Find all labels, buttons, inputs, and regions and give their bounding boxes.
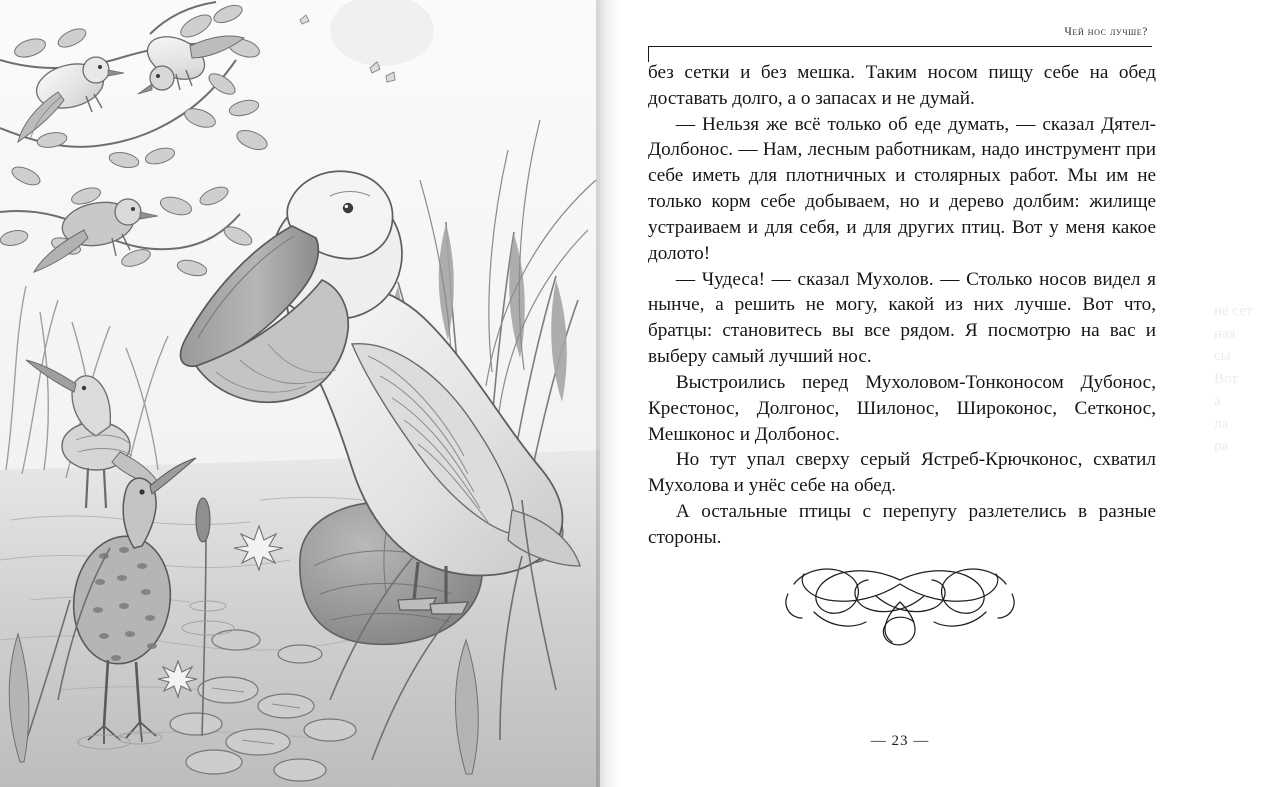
paragraph: Выстроились перед Мухоловом-Тонконосом Дубонос, Крестонос, Долгонос, Шилонос, Широконос, Сетконос, Мешконос и Долбонос. bbox=[648, 371, 1156, 445]
show-through-ghost-text: не сет ная сы Вот а ла ра bbox=[1214, 303, 1253, 454]
running-head: Чей нос лучше? bbox=[1064, 26, 1148, 38]
paragraph: А остальные птицы с перепугу разлетелись в разные стороны. bbox=[648, 501, 1156, 548]
page-number: — 23 — bbox=[870, 733, 930, 749]
left-page bbox=[0, 0, 600, 787]
right-page bbox=[600, 0, 1253, 787]
calligraphic-flourish-icon bbox=[600, 560, 1200, 650]
body-text bbox=[648, 60, 1156, 551]
pelican-illustration bbox=[0, 0, 600, 787]
paragraph: — Нельзя же всё только об еде думать, — сказал Дятел-Долбонос. — Нам, лесным работникам, надо инструмент при себе иметь для плотничных и столярных работ. Мы им не только корм себе добываем, но и дерево долбим: жилище устраиваем и для себя, и для других птиц. Вот у меня какое долото! bbox=[648, 113, 1156, 264]
paragraph: Но тут упал сверху серый Ястреб-Крючконос, схватил Мухолова и унёс себе на обед. bbox=[648, 449, 1156, 497]
header-rule bbox=[648, 46, 1152, 47]
paragraph: без сетки и без мешка. Таким носом пищу себе на обед доставать долго, а о запасах и не думай. bbox=[648, 62, 1156, 109]
paragraph: — Чудеса! — сказал Мухолов. — Столько носов видел я нынче, а решить не могу, какой из них лучше. Вот что, братцы: становитесь вы все рядом. Я посмотрю на вас и выберу самый лучший нос. bbox=[648, 268, 1156, 368]
